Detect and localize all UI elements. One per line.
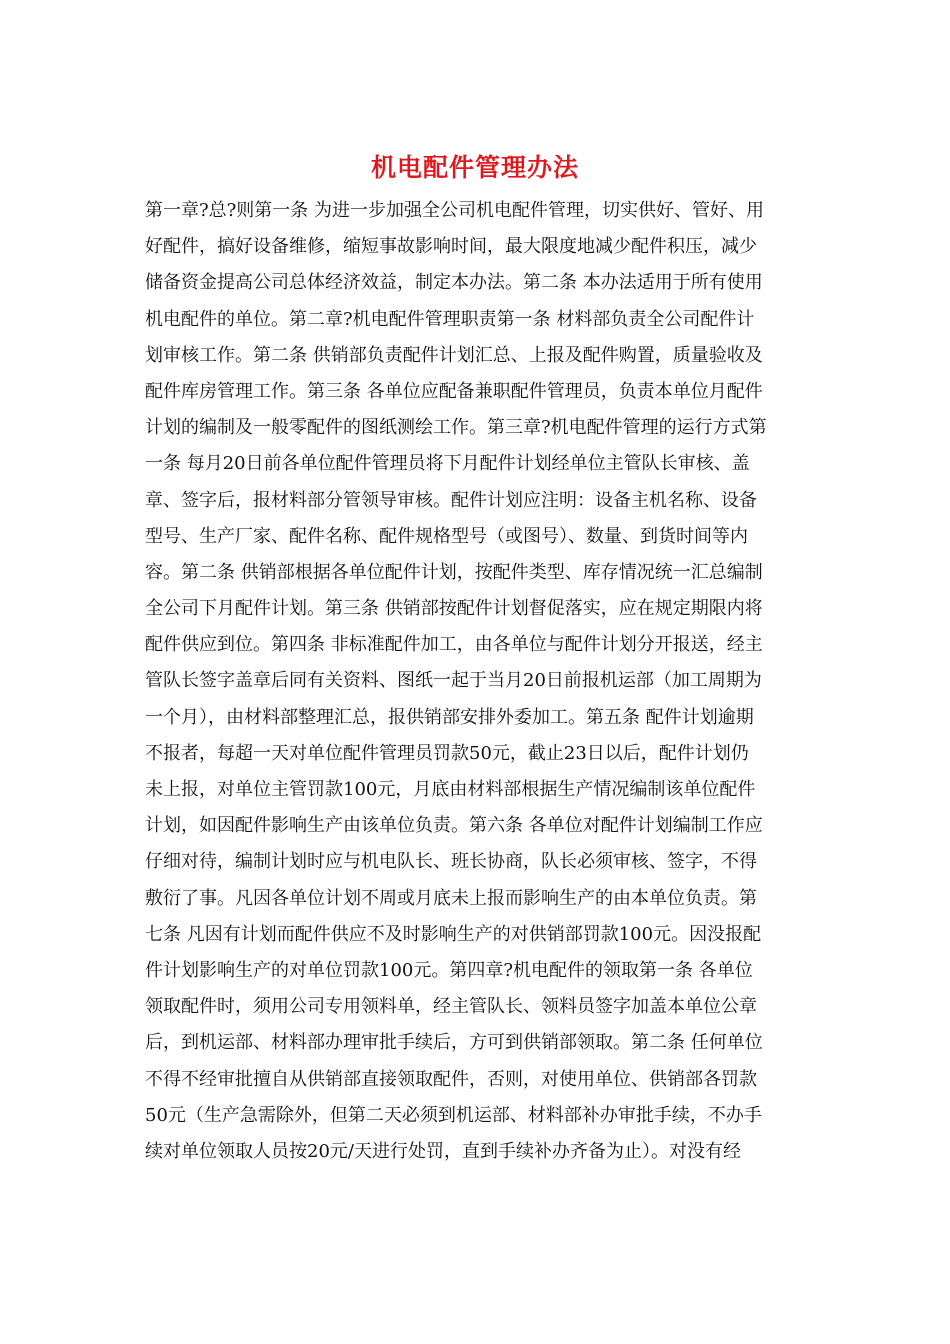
body-line: 续对单位领取人员按20元/天进行处罚，直到手续补办齐备为止）。对没有经: [145, 1140, 741, 1162]
body-line: 章、签字后，报材料部分管领导审核。配件计划应注明：设备主机名称、设备: [145, 489, 757, 511]
body-line: 管队长签字盖章后同有关资料、图纸一起于当月20日前报机运部（加工周期为: [145, 670, 762, 692]
body-line: 第一章?总?则第一条 为进一步加强全公司机电配件管理，切实供好、管好、用: [145, 200, 765, 221]
body-line: 计划的编制及一般零配件的图纸测绘工作。第三章?机电配件管理的运行方式第: [145, 417, 767, 439]
body-line: 仔细对待，编制计划时应与机电队长、班长协商，队长必须审核、签字，不得: [145, 851, 757, 873]
body-line: 全公司下月配件计划。第三条 供销部按配件计划督促落实，应在规定期限内将: [145, 598, 763, 620]
body-line: 件计划影响生产的对单位罚款100元。第四章?机电配件的领取第一条 各单位: [145, 959, 753, 981]
body-line: 一个月），由材料部整理汇总，报供销部安排外委加工。第五条 配件计划逾期: [145, 706, 754, 728]
body-line: 计划，如因配件影响生产由该单位负责。第六条 各单位对配件计划编制工作应: [145, 815, 763, 837]
body-line: 容。第二条 供销部根据各单位配件计划，按配件类型、库存情况统一汇总编制: [145, 561, 763, 583]
body-line: 领取配件时，须用公司专用领料单，经主管队长、领料员签字加盖本单位公章: [145, 996, 757, 1018]
body-line: 敷衍了事。凡因各单位计划不周或月底未上报而影响生产的由本单位负责。第: [145, 887, 757, 909]
body-line: 配件库房管理工作。第三条 各单位应配备兼职配件管理员，负责本单位月配件: [145, 380, 763, 402]
document-title: 机电配件管理办法: [370, 153, 579, 182]
body-line: 划审核工作。第二条 供销部负责配件计划汇总、上报及配件购置，质量验收及: [145, 344, 763, 366]
body-line: 后，到机运部、材料部办理审批手续后，方可到供销部领取。第二条 任何单位: [145, 1032, 763, 1054]
body-line: 一条 每月20日前各单位配件管理员将下月配件计划经单位主管队长审核、盖: [145, 453, 750, 475]
body-line: 配件供应到位。第四条 非标准配件加工，由各单位与配件计划分开报送，经主: [145, 634, 763, 656]
body-line: 机电配件的单位。第二章?机电配件管理职责第一条 材料部负责全公司配件计: [145, 308, 755, 330]
body-line: 储备资金提高公司总体经济效益，制定本办法。第二条 本办法适用于所有使用: [145, 272, 763, 294]
body-line: 好配件，搞好设备维修，缩短事故影响时间，最大限度地减少配件积压，减少: [145, 236, 757, 258]
body-line: 不得不经审批擅自从供销部直接领取配件，否则，对使用单位、供销部各罚款: [145, 1068, 757, 1090]
body-line: 不报者，每超一天对单位配件管理员罚款50元，截止23日以后，配件计划仍: [145, 742, 749, 764]
body-line: 未上报，对单位主管罚款100元，月底由材料部根据生产情况编制该单位配件: [145, 779, 756, 800]
body-line: 型号、生产厂家、配件名称、配件规格型号（或图号）、数量、到货时间等内: [145, 525, 748, 547]
document-body: [145, 193, 810, 1170]
body-line: 50元（生产急需除外，但第二天必须到机运部、材料部补办审批手续，不办手: [145, 1104, 762, 1126]
body-line: 七条 凡因有计划而配件供应不及时影响生产的对供销部罚款100元。因没报配: [145, 923, 762, 945]
